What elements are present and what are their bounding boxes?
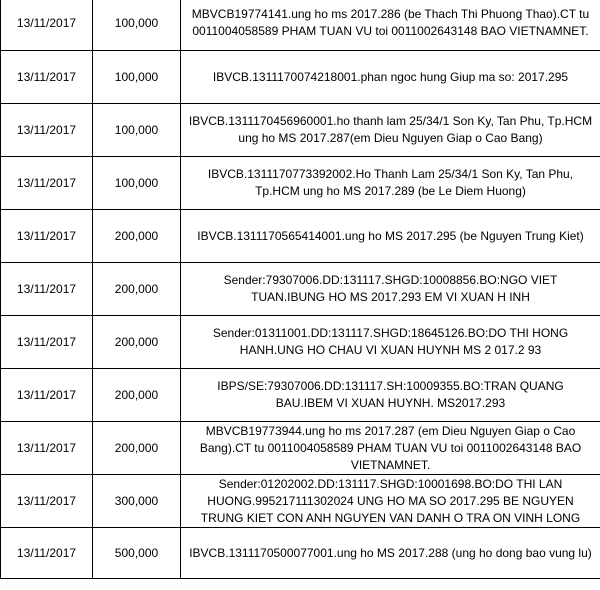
date-cell: 13/11/2017 [1, 528, 93, 579]
table-row [1, 475, 600, 528]
table-row [1, 0, 600, 51]
date-cell: 13/11/2017 [1, 210, 93, 263]
date-cell: 13/11/2017 [1, 369, 93, 422]
date-cell: 13/11/2017 [1, 475, 93, 528]
date-cell: 13/11/2017 [1, 157, 93, 210]
date-cell: 13/11/2017 [1, 51, 93, 104]
amount-cell: 200,000 [93, 369, 181, 422]
table-row [1, 157, 600, 210]
description-cell: Sender:79307006.DD:131117.SHGD:10008856.BO:NGO VIET TUAN.IBUNG HO MS 2017.293 EM VI XUAN H INH [181, 263, 600, 316]
date-cell: 13/11/2017 [1, 263, 93, 316]
description-cell: MBVCB19773944.ung ho ms 2017.287 (em Dieu Nguyen Giap o Cao Bang).CT tu 0011004058589 PHAM TUAN VU toi 0011002643148 BAO VIETNAMNET. [181, 422, 600, 475]
amount-cell: 200,000 [93, 263, 181, 316]
description-cell: IBPS/SE:79307006.DD:131117.SH:10009355.BO:TRAN QUANG BAU.IBEM VI XUAN HUYNH. MS2017.293 [181, 369, 600, 422]
transactions-body [1, 0, 600, 579]
description-cell: IBVCB.1311170074218001.phan ngoc hung Giup ma so: 2017.295 [181, 51, 600, 104]
amount-cell: 500,000 [93, 528, 181, 579]
table-row [1, 263, 600, 316]
amount-cell: 200,000 [93, 422, 181, 475]
description-cell: IBVCB.1311170773392002.Ho Thanh Lam 25/34/1 Son Ky, Tan Phu, Tp.HCM ung ho MS 2017.289 (be Le Diem Huong) [181, 157, 600, 210]
description-cell: IBVCB.1311170500077001.ung ho MS 2017.288 (ung ho dong bao vung lu) [181, 528, 600, 579]
table-row [1, 104, 600, 157]
table-row [1, 422, 600, 475]
description-cell: IBVCB.1311170565414001.ung ho MS 2017.295 (be Nguyen Trung Kiet) [181, 210, 600, 263]
amount-cell: 100,000 [93, 157, 181, 210]
table-row [1, 369, 600, 422]
table-row [1, 51, 600, 104]
description-cell: IBVCB.1311170456960001.ho thanh lam 25/34/1 Son Ky, Tan Phu, Tp.HCM ung ho MS 2017.287(em Dieu Nguyen Giap o Cao Bang) [181, 104, 600, 157]
date-cell: 13/11/2017 [1, 104, 93, 157]
amount-cell: 100,000 [93, 51, 181, 104]
description-cell: Sender:01202002.DD:131117.SHGD:10001698.BO:DO THI LAN HUONG.995217111302024 UNG HO MA SO 2017.295 BE NGUYEN TRUNG KIET CON ANH NGUYEN VAN DANH O TRA ON VINH LONG [181, 475, 600, 528]
date-cell: 13/11/2017 [1, 422, 93, 475]
table-row [1, 210, 600, 263]
amount-cell: 200,000 [93, 316, 181, 369]
amount-cell: 200,000 [93, 210, 181, 263]
description-cell: Sender:01311001.DD:131117.SHGD:18645126.BO:DO THI HONG HANH.UNG HO CHAU VI XUAN HUYNH MS 2 017.2 93 [181, 316, 600, 369]
date-cell: 13/11/2017 [1, 0, 93, 51]
table-row [1, 316, 600, 369]
amount-cell: 100,000 [93, 104, 181, 157]
amount-cell: 300,000 [93, 475, 181, 528]
date-cell: 13/11/2017 [1, 316, 93, 369]
amount-cell: 100,000 [93, 0, 181, 51]
table-row [1, 528, 600, 579]
description-cell: MBVCB19774141.ung ho ms 2017.286 (be Thach Thi Phuong Thao).CT tu 0011004058589 PHAM TUAN VU toi 0011002643148 BAO VIETNAMNET. [181, 0, 600, 51]
